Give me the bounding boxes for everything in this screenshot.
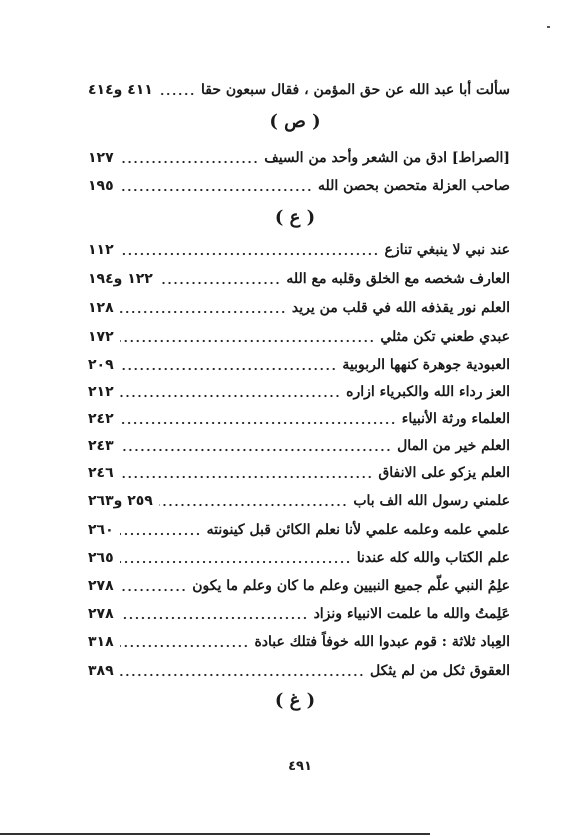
index-entry (88, 461, 510, 485)
entry-text: عند نبي لا ينبغي تنازع (384, 242, 510, 258)
index-entry (88, 518, 510, 542)
entry-pages: ١١٢ (88, 242, 114, 258)
entry-text: [الصراط] ادق من الشعر وأحد من السيف (264, 150, 510, 166)
index-entry (88, 659, 510, 683)
section-heading-sad: ( ص ) (269, 111, 321, 132)
index-entry (88, 325, 510, 349)
entry-text: علم الكتاب والله كله عندنا (356, 550, 510, 566)
entry-pages: ٢٤٢ (88, 411, 114, 427)
dot-leader (159, 502, 347, 508)
entry-text: العز رداء الله والكبرياء ازاره (346, 384, 510, 400)
dot-leader (120, 366, 337, 372)
entry-text: صاحب العزلة متحصن بحصن الله (317, 178, 510, 194)
dot-leader (120, 393, 340, 399)
entry-pages: ٢٠٩ (88, 357, 114, 373)
page-number: ٤٩١ (288, 759, 312, 774)
entry-pages: ٢١٢ (88, 384, 114, 400)
index-entry (88, 489, 510, 513)
entry-text: علِمُ النبي علّم جميع النبيين وعلم ما كان وعلم ما يكون (192, 578, 510, 594)
index-entry (88, 296, 510, 320)
index-entry (88, 546, 510, 570)
entry-pages: ٢٦٥ (88, 550, 114, 566)
section-heading-ghain: ( غ ) (274, 690, 316, 711)
dot-leader (120, 338, 375, 344)
dot-leader (120, 672, 364, 678)
entry-text: العلم خير من المال (397, 438, 510, 454)
dot-leader (120, 251, 379, 257)
entry-pages: ٢٤٣ (88, 438, 114, 454)
index-entry (88, 174, 510, 198)
entry-text: علمني رسول الله الف باب (353, 493, 510, 509)
dot-leader (120, 587, 187, 593)
entry-text: العارف شخصه مع الخلق وقلبه مع الله (286, 271, 510, 287)
section-heading-ain: ( ع ) (274, 207, 316, 228)
index-entry (88, 353, 510, 377)
entry-pages: ٣٨٩ (88, 663, 114, 679)
entry-text: علمي علمه وعلمه علمي لأنا نعلم الكائن قبل كينونته (206, 522, 510, 538)
entry-text: العقوق ثكل من لم يثكل (369, 663, 510, 679)
entry-text: العلم نور يقذفه الله في قلب من يريد (291, 300, 510, 316)
index-entry (88, 630, 510, 654)
entry-pages: ٤١١ و٤١٤ (88, 82, 153, 98)
index-entry (88, 574, 510, 598)
entry-pages: ٢٥٩ و٢٦٣ (88, 493, 153, 509)
dot-leader (120, 447, 391, 453)
bottom-rule (0, 833, 430, 835)
dot-leader (120, 559, 351, 565)
dot-leader (159, 280, 281, 286)
index-entry (88, 146, 510, 170)
dot-leader (120, 531, 201, 537)
entry-pages: ١٢٨ (88, 300, 114, 316)
entry-pages: ٢٧٨ (88, 578, 114, 594)
dot-leader (120, 187, 312, 193)
entry-pages: ٢٤٦ (88, 465, 114, 481)
entry-text: العلماء ورثة الأنبياء (401, 411, 510, 427)
entry-text: العِباد ثلاثة : قوم عبدوا الله خوفاً فتلك عبادة (254, 634, 510, 650)
entry-text: العلم يزكو على الانفاق (378, 465, 510, 481)
index-entry (88, 434, 510, 458)
entry-pages: ١٧٢ (88, 329, 114, 345)
entry-pages: ٣١٨ (88, 634, 114, 650)
index-entry (88, 407, 510, 431)
index-entry (88, 602, 510, 626)
index-entry (88, 238, 510, 262)
index-entry (88, 267, 510, 291)
dot-leader (120, 643, 249, 649)
entry-text: سألت أبا عبد الله عن حق المؤمن ، فقال سبعون حقا (201, 82, 510, 98)
entry-pages: ١٩٥ (88, 178, 114, 194)
entry-pages: ٢٦٠ (88, 522, 114, 538)
entry-text: عبدي طعني تكن مثلي (380, 329, 510, 345)
dot-leader (159, 91, 195, 97)
dot-leader (120, 309, 286, 315)
dot-leader (120, 615, 308, 621)
entry-pages: ١٢٧ (88, 150, 114, 166)
dot-leader (120, 474, 373, 480)
entry-pages: ١٢٢ و١٩٤ (88, 271, 153, 287)
corner-mark (547, 26, 550, 28)
entry-pages: ٢٧٨ (88, 606, 114, 622)
dot-leader (120, 159, 259, 165)
entry-text: عَلِمتُ والله ما علمت الانبياء ونزاد (313, 606, 510, 622)
index-entry (88, 78, 510, 102)
entry-text: العبودية جوهرة كنهها الربوبية (342, 357, 510, 373)
dot-leader (120, 420, 396, 426)
index-entry (88, 380, 510, 404)
